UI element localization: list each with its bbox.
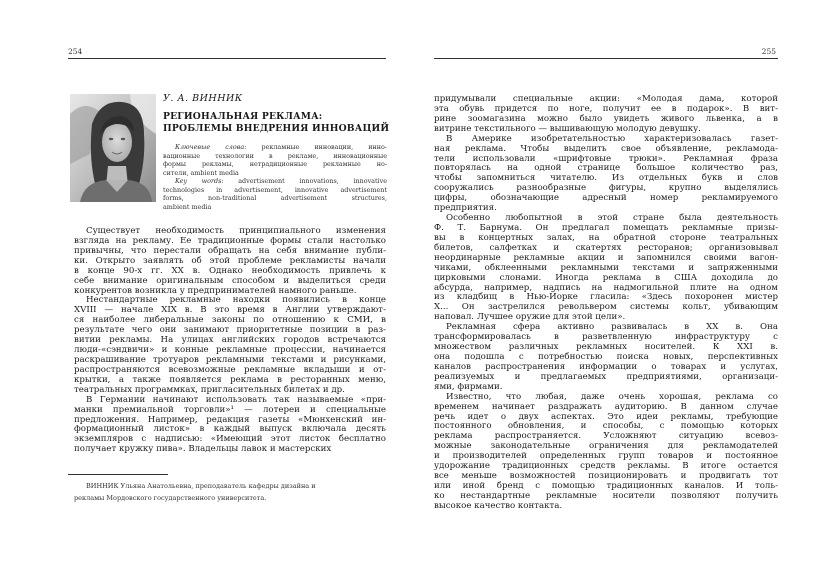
right-page	[410, 0, 820, 580]
keywords-label: Key words:	[175, 177, 224, 186]
left-body-text	[74, 227, 386, 455]
paragraph-line: крытки, а также появляется реклама в ресторанных меню,	[74, 374, 386, 385]
paragraph-line: предприятия.	[434, 203, 497, 214]
paragraph-line: неординарные рекламные акции и запомнился своими вагон-	[434, 252, 778, 263]
paragraph-line: чиками, обклеенными рекламными текстами и запряженными	[434, 262, 778, 273]
paragraph-line: в конце 90-х гг. XX в. Однако необходимость привлечь к	[74, 265, 386, 276]
paragraph-line: ная реклама. Чтобы выделить свое объявление, рекламода-	[434, 143, 778, 154]
paragraph-line: витии рекламы. На улицах английских городов встречаются	[74, 335, 386, 346]
paragraph-line: ся наиболее либеральные законы по отношению к СМИ, в	[74, 315, 386, 326]
footnote-rule	[68, 474, 168, 475]
paragraph-line: множеством различных рекламных носителей. К XXI в.	[434, 342, 778, 353]
paragraph-line: абсурда, например, надпись на надмогильной плите на одном	[434, 282, 778, 293]
paragraph-line: Известно, что любая, даже очень хорошая, реклама со	[446, 391, 778, 402]
paragraph-line: Нестандартные рекламные находки появились в конце	[86, 295, 386, 306]
paragraph-line: Особенно любопытной в этой стране была деятельность	[446, 213, 778, 224]
footnote-line: рекламы Мордовского государственного университета.	[74, 493, 267, 502]
paragraph-line: предложения. Например, редакция газеты «Мюнхенский ин-	[74, 414, 386, 425]
keywords-ru-line: формы рекламы, нетрадиционные рекламные но-	[163, 160, 387, 169]
keywords-en-line: technologies in advertisement, innovative advertisement	[163, 185, 387, 194]
paragraph-line: ко нестандартные рекламные носители позволяют получить	[434, 490, 778, 501]
paragraph-line: цирковыми слонами. Иногда реклама в США доходила до	[434, 272, 778, 283]
paragraph-line: манки премиальной торговли»¹ — лотереи и специальные	[74, 404, 386, 415]
author-name: У. А. ВИННИК	[163, 93, 243, 104]
paragraph-line: временем начинает раздражать аудиторию. В данном случае	[434, 401, 778, 412]
paragraph-line: постоянного обновления, и способы, с помощью которых	[434, 421, 778, 432]
paragraph-line: взгляда на рекламу. Ее традиционные формы стали настолько	[74, 235, 386, 246]
keywords-ru-line: Ключевые слова: рекламные инновации, инно-	[175, 143, 387, 151]
paragraph-line: реализуемых и предлагаемых предприятиями, организаци-	[434, 371, 778, 382]
title-line: РЕГИОНАЛЬНАЯ РЕКЛАМА:	[163, 111, 323, 122]
paragraph-line: формационный листок» в каждый выпуск включала десять	[74, 424, 386, 435]
keywords-en-line: Key words: advertisement innovations, innovative	[175, 177, 387, 186]
paragraph-line: люди-«сэндвичи» и конные рекламные процессии, начинается	[74, 345, 386, 356]
paragraph-line: вы в концертных залах, на обратной стороне театральных	[434, 232, 778, 243]
paragraph-line: трансформировалась в разветвленную инфраструктуру с	[434, 332, 778, 343]
header-rule	[434, 58, 778, 59]
paragraph-line: получает кружку пива». Владельцы лавок и мастерских	[74, 444, 332, 455]
paragraph-line: театральных программках, пригласительных билетах и др.	[74, 384, 345, 395]
author-photo	[70, 94, 156, 202]
paragraph-line: себе внимание оригинальным способом и выделиться среди	[74, 275, 386, 286]
paragraph-line: ями, фирмами.	[434, 381, 503, 392]
paragraph-line: В Америке изобретательностью характеризовалась газет-	[446, 133, 778, 144]
paragraph-line: речь идет о двух аспектах. Это идеи рекламы, требующие	[434, 411, 778, 422]
header-rule	[68, 58, 386, 59]
paragraph-line: XVIII — начале XIX в. В это время в Англии утверждают-	[74, 305, 386, 316]
right-body-text	[434, 95, 778, 512]
paragraph-line: чтобы запомниться читателю. Из отдельных букв и слов	[434, 173, 778, 184]
paragraph-line: витрине текстильного — вышивающую молодую девушку.	[434, 123, 701, 134]
paragraph-line: Существует необходимость принципиального изменения	[86, 226, 386, 236]
paragraph-line: сооружались разнообразные фигуры, крупно выделялись	[434, 183, 778, 194]
keywords-en-line: ambient media	[163, 202, 212, 211]
paragraph-line: и производителей определенных групп товаров и постоянное	[434, 451, 778, 462]
paragraph-line: Ф. Т. Барнума. Он предлагал помещать рекламные призы-	[434, 222, 778, 233]
footnote-line: ВИННИК Ульяна Анатольевна, преподаватель кафедры дизайна и	[86, 482, 316, 490]
keywords-ru-line: сители, ambient media	[163, 168, 239, 177]
paragraph-line: реклама распространяется. Усложняют ситуацию всевоз-	[434, 431, 778, 442]
paragraph-line: придумывали специальные акции: «Молодая дама, которой	[434, 94, 778, 104]
keywords-label: Ключевые слова:	[175, 143, 247, 151]
paragraph-line: повторялась на одной странице большое количество раз,	[434, 163, 778, 174]
paragraph-line: раскрашивание тротуаров рекламными текстами и рисунками,	[74, 354, 386, 365]
title-line: ПРОБЛЕМЫ ВНЕДРЕНИЯ ИННОВАЦИЙ	[163, 122, 390, 134]
paragraph-line: результате чего они занимают приоритетные позиции в раз-	[74, 325, 386, 336]
paragraph-line: конкурентов возникла у предпринимателей намного раньше.	[74, 285, 357, 296]
paragraph-line: тели использовали «шрифтовые трюки». Рекламная фраза	[434, 153, 778, 164]
paragraph-line: можные законодательные ограничения для рекламодателей	[434, 441, 778, 452]
keywords-en-line: forms, non-traditional advertisement structures,	[163, 194, 387, 203]
paragraph-line: рине зоомагазина можно было увидеть живого львенка, а в	[434, 113, 778, 124]
author-footnote	[74, 481, 386, 505]
paragraph-line: Х... Он застрелился револьвером системы кольт, убивающим	[434, 302, 778, 313]
page-number: 255	[761, 47, 776, 56]
paragraph-line: цифры, обозначающие адресный номер рекламируемого	[434, 193, 778, 204]
paragraph-line: ки. Открыто заявлять об этой проблеме рекламисты начали	[74, 255, 386, 266]
paragraph-line: все меньше возможностей позиционировать и продвигать тот	[434, 471, 778, 482]
paragraph-line: каналов распространения информации о товарах и услугах,	[434, 361, 778, 372]
keywords-ru-line: вационные технологии в рекламе, инновационные	[163, 151, 387, 160]
paragraph-line: Рекламная сфера активно развивалась в XX в. Она	[446, 322, 778, 333]
paragraph-line: удорожание традиционных средств рекламы. В итоге остается	[434, 461, 778, 472]
article-title	[163, 111, 391, 134]
paragraph-line: экземпляров с надписью: «Имеющий этот листок бесплатно	[74, 434, 386, 445]
paragraph-line: билетов, салфетках и скатертях ресторанов; организовывал	[434, 242, 778, 253]
paragraph-line: наповал. Лучшее оружие для этой цели».	[434, 312, 626, 323]
paragraph-line: из кладбищ в Нью-Йорке гласила: «Здесь похоронен мистер	[434, 292, 778, 303]
keywords-block	[163, 143, 387, 211]
paragraph-line: эта обувь придется по ноге, получит ее в подарок». В вит-	[434, 103, 778, 114]
paragraph-line: привычны, что перестали обращать на себя внимание публи-	[74, 245, 386, 256]
paragraph-line: или иной бренд с помощью традиционных каналов. И толь-	[434, 480, 778, 491]
paragraph-line: распространяются всевозможные рекламные вкладыши и от-	[74, 364, 386, 375]
paragraph-line: она подошла с потребностью поиска новых, перспективных	[434, 351, 778, 362]
page-number: 254	[68, 47, 83, 56]
paragraph-line: высокое качество контакта.	[434, 500, 563, 511]
paragraph-line: В Германии начинают использовать так называемые «при-	[86, 394, 386, 405]
